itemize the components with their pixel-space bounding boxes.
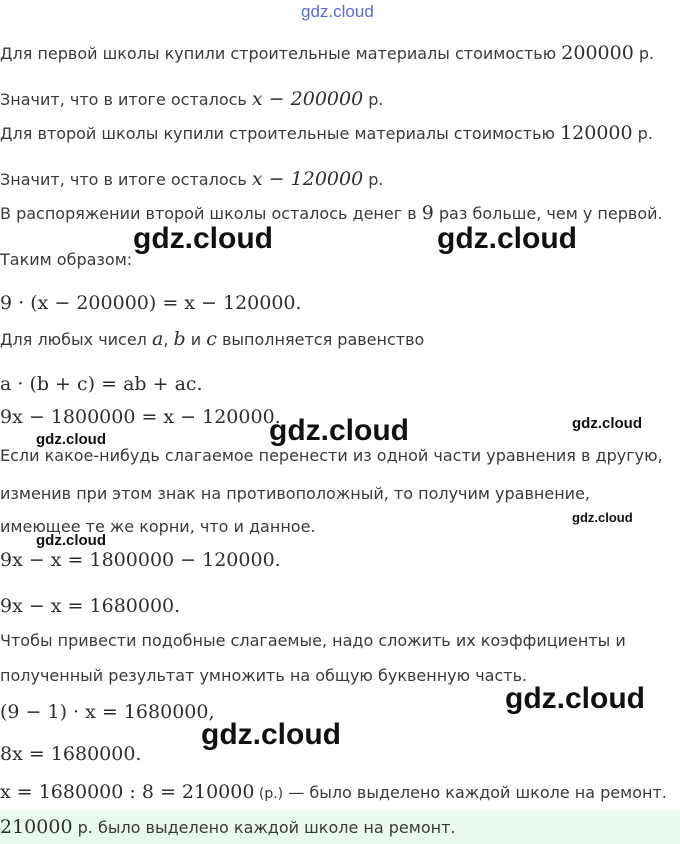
text-line-1-pre: Для первой школы купили строительные материалы стоимостью bbox=[0, 44, 562, 63]
text-line-7-mid: и bbox=[185, 330, 207, 349]
text-line-1 bbox=[0, 43, 654, 64]
var-c: c bbox=[206, 328, 217, 350]
equation-7: 8x = 1680000. bbox=[0, 743, 142, 765]
text-line-5 bbox=[0, 203, 663, 224]
equation-6: (9 − 1) · x = 1680000, bbox=[0, 701, 215, 723]
text-line-12: полученный результат умножить на общую буквенную часть. bbox=[0, 666, 528, 685]
text-line-5-math: 9 bbox=[421, 202, 434, 224]
text-line-3-post: р. bbox=[632, 124, 653, 143]
text-line-13 bbox=[0, 782, 667, 804]
answer-box bbox=[0, 810, 680, 844]
text-line-7-pre: Для любых чисел bbox=[0, 330, 152, 349]
equation-3: 9x − 1800000 = x − 120000. bbox=[0, 406, 281, 428]
text-line-13-math: x = 1680000 : 8 = 210000 bbox=[0, 781, 255, 803]
var-b: b bbox=[173, 328, 186, 350]
watermark-4: gdz.cloud bbox=[572, 415, 642, 432]
text-line-4-pre: Значит, что в итоге осталось bbox=[0, 170, 252, 189]
watermark-3: gdz.cloud bbox=[269, 414, 409, 447]
text-line-10: имеющее те же корни, что и данное. bbox=[0, 517, 316, 536]
watermark-2: gdz.cloud bbox=[437, 222, 577, 255]
text-line-9: изменив при этом знак на противоположный, то получим уравнение, bbox=[0, 484, 591, 503]
site-header-logo[interactable]: gdz.cloud bbox=[301, 2, 374, 21]
watermark-5: gdz.cloud bbox=[36, 431, 106, 448]
watermark-6: gdz.cloud bbox=[572, 510, 633, 525]
answer-math: 210000 bbox=[0, 816, 73, 838]
text-line-7-sep: , bbox=[163, 330, 174, 349]
text-line-2-math: x − 200000 bbox=[251, 88, 364, 110]
text-line-11: Чтобы привести подобные слагаемые, надо сложить их коэффициенты и bbox=[0, 631, 626, 650]
watermark-7: gdz.cloud bbox=[36, 532, 106, 549]
text-line-13-post: — было выделено каждой школе на ремонт. bbox=[283, 783, 667, 802]
text-line-5-pre: В распоряжении второй школы осталось денег в bbox=[0, 204, 422, 223]
var-a: a bbox=[152, 328, 164, 350]
equation-2: a · (b + c) = ab + ac. bbox=[0, 373, 203, 395]
equation-4: 9x − x = 1800000 − 120000. bbox=[0, 549, 281, 571]
text-line-7 bbox=[0, 329, 424, 350]
answer-post: р. было выделено каждой школе на ремонт. bbox=[72, 818, 456, 837]
equation-5: 9x − x = 1680000. bbox=[0, 595, 181, 617]
text-line-3-math: 120000 bbox=[560, 122, 633, 144]
text-line-3-pre: Для второй школы купили строительные материалы стоимостью bbox=[0, 124, 561, 143]
text-line-1-post: р. bbox=[633, 44, 655, 63]
text-line-8: Если какое-нибудь слагаемое перенести из одной части уравнения в другую, bbox=[0, 446, 663, 465]
text-line-2 bbox=[0, 89, 384, 110]
text-line-13-unit: (р.) bbox=[254, 786, 284, 802]
watermark-9: gdz.cloud bbox=[201, 718, 341, 751]
answer-line bbox=[0, 817, 455, 838]
text-line-4-math: x − 120000 bbox=[251, 168, 364, 190]
text-line-2-post: р. bbox=[363, 90, 384, 109]
text-line-1-math: 200000 bbox=[561, 42, 634, 64]
text-line-3 bbox=[0, 123, 653, 144]
watermark-8: gdz.cloud bbox=[505, 682, 645, 715]
text-line-7-post: выполняется равенство bbox=[216, 330, 425, 349]
text-line-6: Таким образом: bbox=[0, 250, 133, 269]
watermark-1: gdz.cloud bbox=[133, 222, 273, 255]
text-line-2-pre: Значит, что в итоге осталось bbox=[0, 90, 252, 109]
equation-1: 9 · (x − 200000) = x − 120000. bbox=[0, 292, 302, 314]
text-line-4-post: р. bbox=[363, 170, 384, 189]
text-line-5-post: раз больше, чем у первой. bbox=[433, 204, 663, 223]
text-line-4 bbox=[0, 169, 384, 190]
